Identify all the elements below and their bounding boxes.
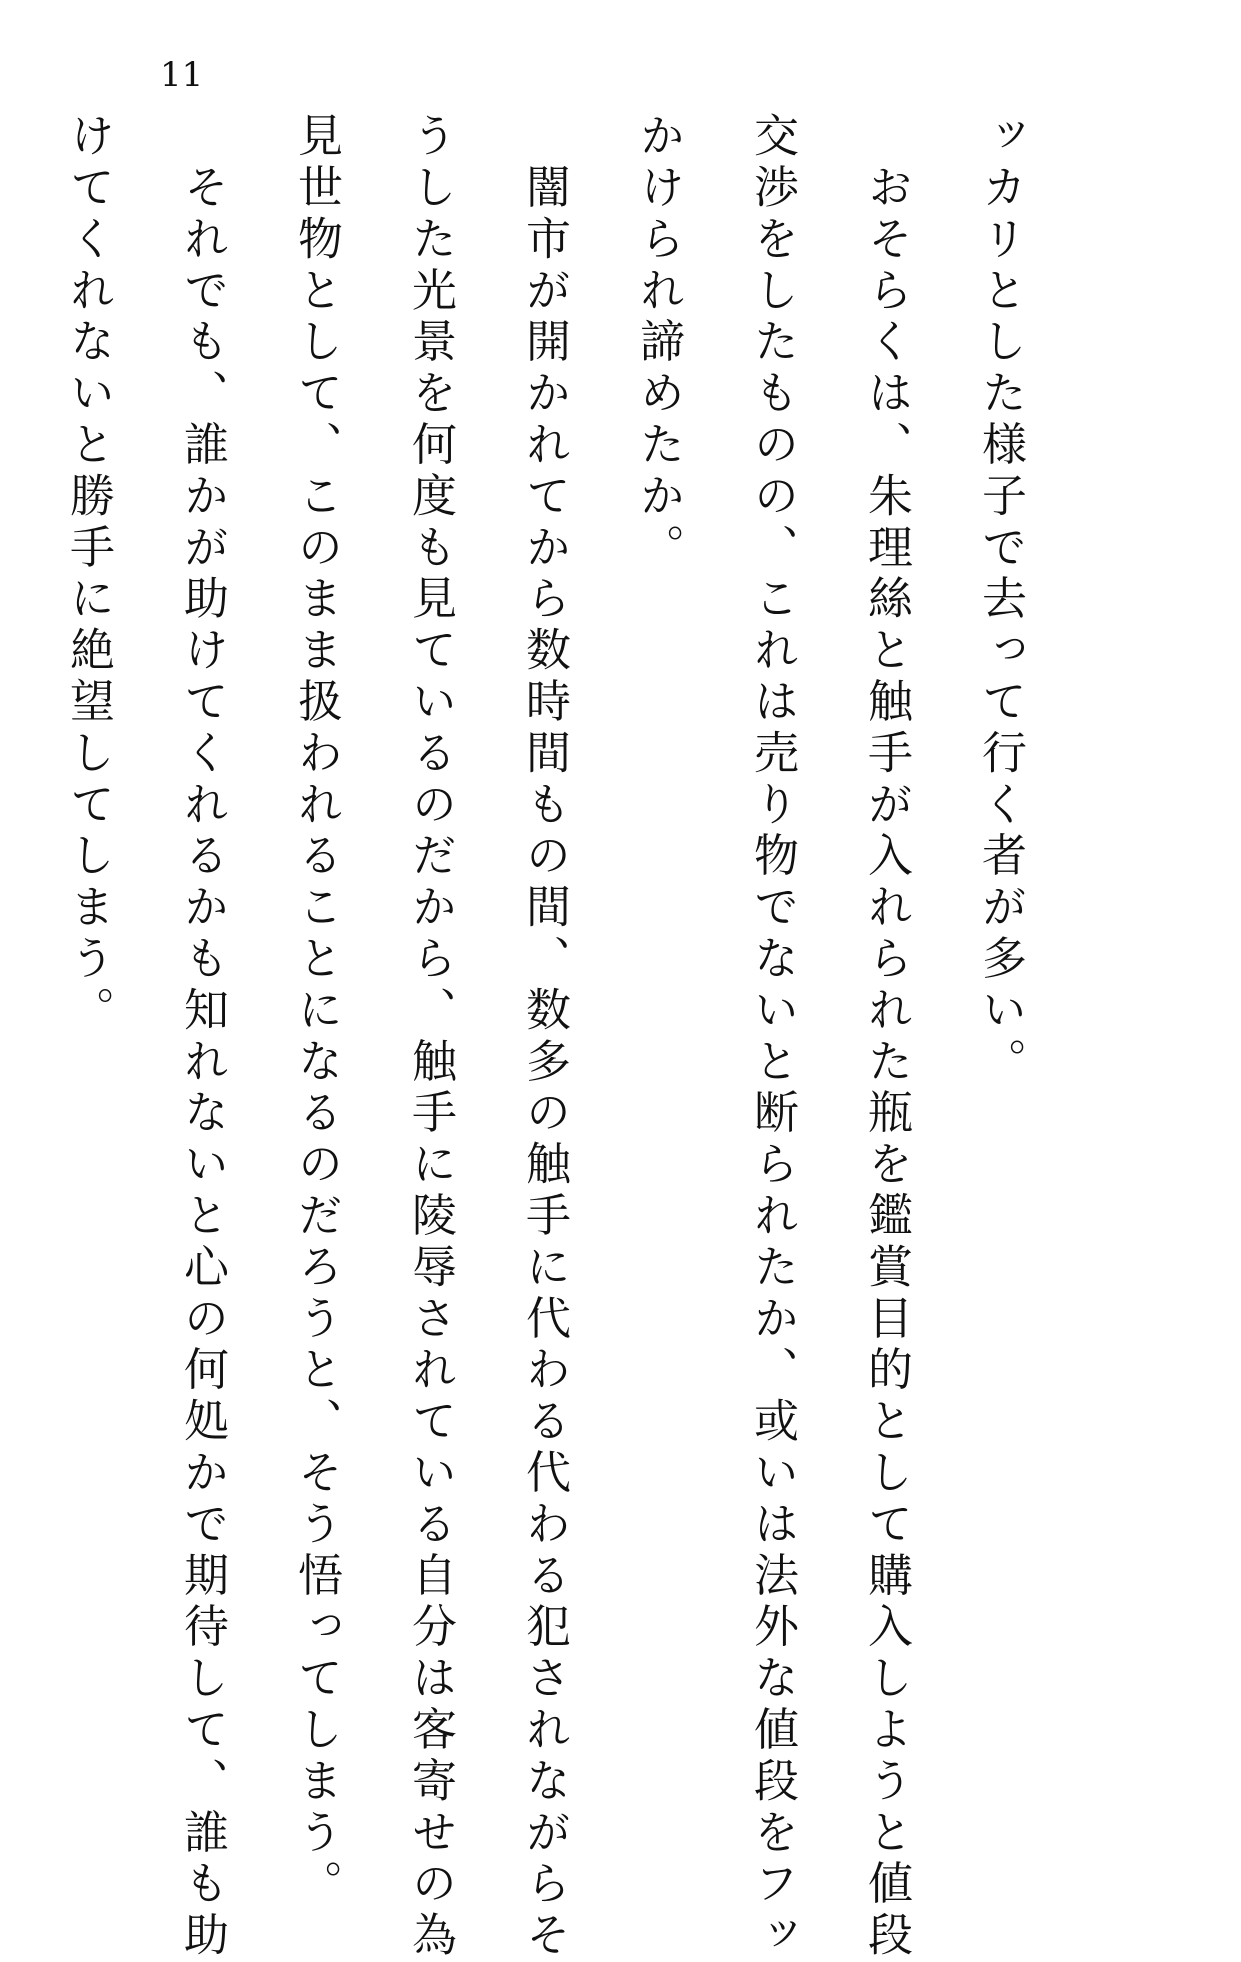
page-number: 11 [160,55,204,95]
text-line: うした光景を何度も見ているのだから、触手に陵辱されている自分は客寄せの為 [404,112,457,1962]
text-line: おそらくは、朱理絲と触手が入れられた瓶を鑑賞目的として購入しようと値段 [860,112,913,1962]
body-text [62,112,1057,1962]
text-line: ッカリとした様子で去って行く者が多い。 [974,112,1027,1089]
text-line: かけられ諦めたか。 [632,112,685,575]
text-line [0,112,31,1657]
text-line: 闇市が開かれてから数時間もの間、数多の触手に代わる代わる犯されながらそ [518,112,571,1962]
text-line: それでも、誰かが助けてくれるかも知れないと心の何処かで期待して、誰も助 [176,112,229,1962]
text-line: けてくれないと勝手に絶望してしまう。 [62,112,115,1038]
text-line: 交渉をしたものの、これは売り物でないと断られたか、或いは法外な値段をフッ [746,112,799,1962]
text-line: 見世物として、このまま扱われることになるのだろうと、そう悟ってしまう。 [290,112,343,1911]
